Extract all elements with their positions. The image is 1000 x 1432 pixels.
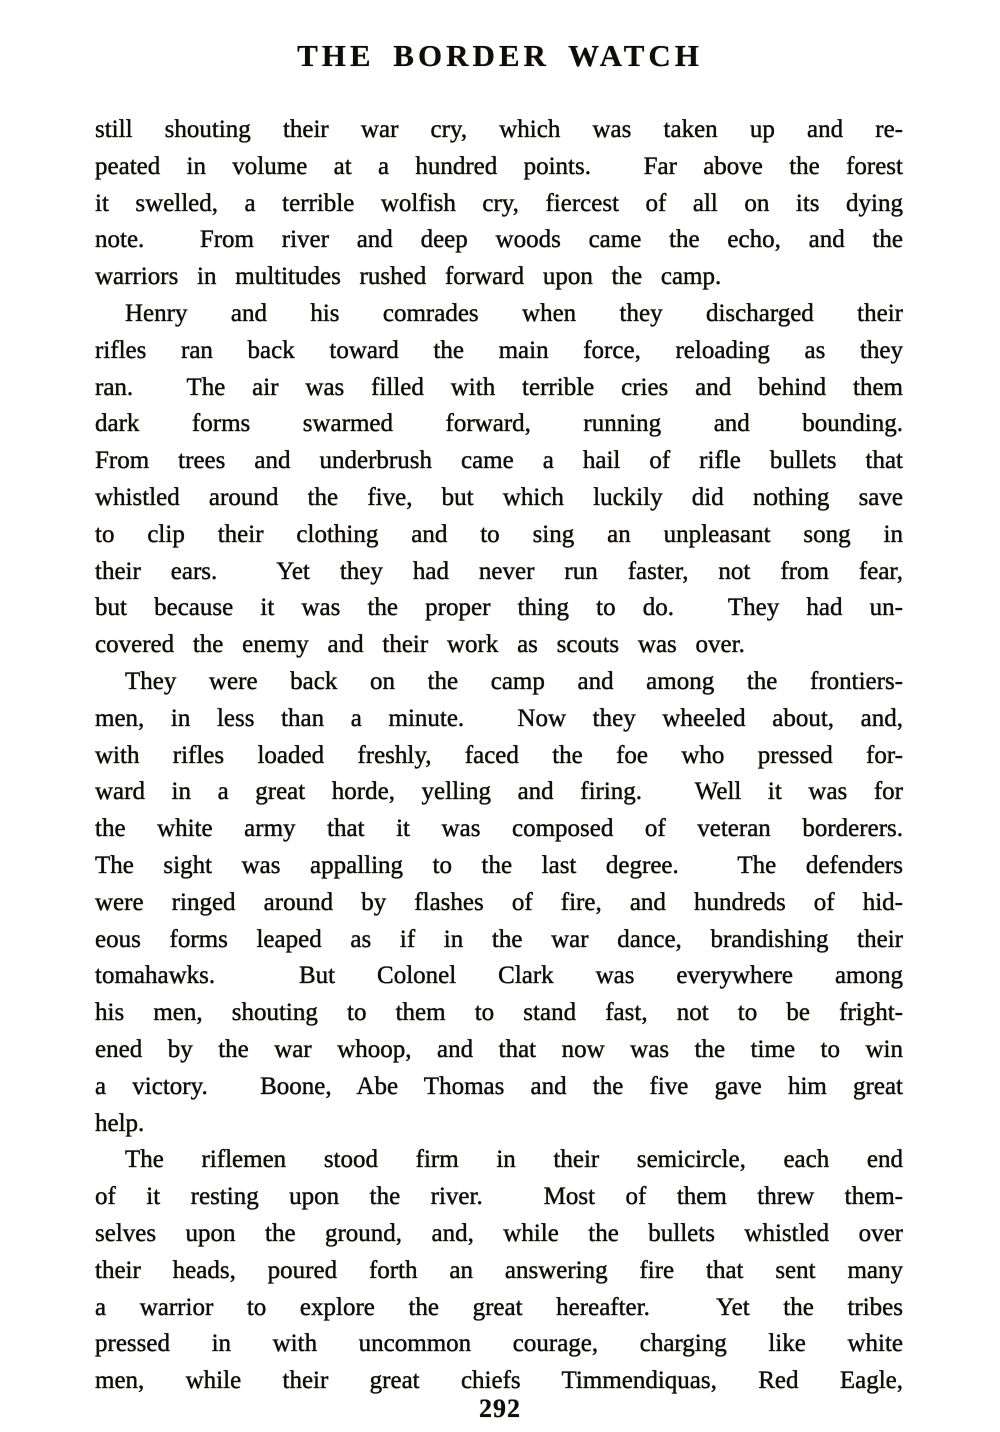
text-line: a warrior to explore the great hereafter. Yet the tribes [95, 1293, 903, 1321]
text-line: dark forms swarmed forward, running and bounding. [95, 410, 903, 438]
text-line: the white army that it was composed of veteran borderers. [95, 815, 903, 843]
text-line: The riflemen stood firm in their semicircle, each end [125, 1146, 903, 1174]
text-line: but because it was the proper thing to do. They had un- [95, 594, 903, 622]
running-head-title: THE BORDER WATCH [297, 38, 703, 73]
page-body [95, 112, 903, 1400]
text-line: men, in less than a minute. Now they wheeled about, and, [95, 704, 903, 732]
text-line: Henry and his comrades when they discharged their [125, 299, 903, 327]
text-line: The sight was appalling to the last degree. The defenders [95, 851, 903, 879]
paragraph [95, 1142, 903, 1400]
text-line: ran. The air was filled with terrible cries and behind them [95, 373, 903, 401]
paragraph [95, 296, 903, 664]
text-line: help. [95, 1109, 145, 1137]
text-line: of it resting upon the river. Most of them threw them- [95, 1183, 903, 1211]
text-line: it swelled, a terrible wolfish cry, fiercest of all on its dying [95, 189, 903, 217]
text-line: a victory. Boone, Abe Thomas and the five gave him great [95, 1072, 903, 1100]
text-line: were ringed around by flashes of fire, and hundreds of hid- [95, 888, 903, 916]
paragraph [95, 112, 903, 296]
text-line: eous forms leaped as if in the war dance, brandishing their [95, 925, 903, 953]
page-number: 292 [479, 1394, 521, 1423]
text-line: peated in volume at a hundred points. Far above the forest [95, 152, 903, 180]
text-line: his men, shouting to them to stand fast, not to be fright- [95, 999, 903, 1027]
text-line: selves upon the ground, and, while the bullets whistled over [95, 1219, 903, 1247]
text-line: note. From river and deep woods came the echo, and the [95, 226, 903, 254]
text-line: rifles ran back toward the main force, reloading as they [95, 336, 903, 364]
text-line: tomahawks. But Colonel Clark was everywhere among [95, 962, 903, 990]
text-line: whistled around the five, but which luckily did nothing save [95, 483, 903, 511]
paragraph [95, 664, 903, 1142]
text-line: still shouting their war cry, which was taken up and re- [95, 116, 903, 143]
text-line: covered the enemy and their work as scouts was over. [95, 631, 745, 659]
text-line: to clip their clothing and to sing an unpleasant song in [95, 520, 903, 548]
text-line: men, while their great chiefs Timmendiquas, Red Eagle, [95, 1367, 903, 1395]
text-line: From trees and underbrush came a hail of rifle bullets that [95, 447, 903, 475]
text-line: their heads, poured forth an answering fire that sent many [95, 1256, 903, 1284]
text-line: They were back on the camp and among the frontiers- [125, 667, 903, 695]
text-line: ward in a great horde, yelling and firing. Well it was for [95, 778, 903, 806]
text-line: pressed in with uncommon courage, charging like white [95, 1330, 903, 1358]
text-line: warriors in multitudes rushed forward upon the camp. [95, 263, 722, 291]
text-line: with rifles loaded freshly, faced the foe who pressed for- [95, 741, 903, 769]
text-line: ened by the war whoop, and that now was the time to win [95, 1035, 903, 1063]
text-line: their ears. Yet they had never run faster, not from fear, [95, 557, 903, 585]
